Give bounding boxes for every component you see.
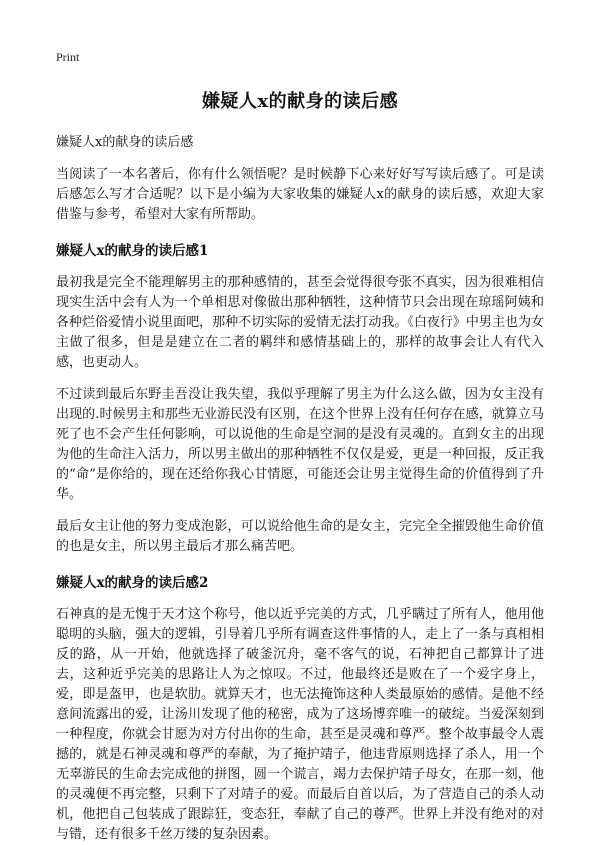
- section-2-paragraph-1: 石神真的是无愧于天才这个称号，他以近乎完美的方式，几乎瞒过了所有人，他用他聪明的头脑，强大的逻辑，引导着几乎所有调查这件事情的人，走上了一条与真相相反的路，从一开始，他就选择了破釜沉舟，毫不客气的说，石神把自己都算计了进去，这种近乎完美的思路让人为之惊叹。不过，他最终还是败在了一个爱字身上，爱，即是盔甲，也是软肋。就算天才，也无法掩饰这种人类最原始的感情。是他不经意间流露出的爱，让汤川发现了他的秘密，成为了这场博弈唯一的破绽。当爱深刻到一种程度，你就会甘愿为对方付出你的生命，甚至是灵魂和尊严。整个故事最令人震撼的，就是石神灵魂和尊严的奉献，为了掩护靖子，他违背原则选择了杀人，用一个无辜游民的生命去完成他的拼图，圆一个谎言，竭力去保护靖子母女，在那一刻，他的灵魂便不再完整，只剩下了对靖子的爱。而最后自首以后，为了营造自己的杀人动机，他把自己包装成了跟踪狂，变态狂，奉献了自己的尊严。世界上并没有绝对的对与错，还有很多千丝万缕的复杂因素。: [56, 607, 544, 842]
- article-title: 嫌疑人x的献身的读后感: [201, 91, 399, 112]
- section-heading-1: 嫌疑人x的献身的读后感1: [56, 243, 209, 259]
- section-heading-2: 嫌疑人x的献身的读后感2: [56, 575, 209, 591]
- section-1-paragraph-2: 不过读到最后东野圭吾没让我失望，我似乎理解了男主为什么这么做，因为女主没有出现的.时候男主和那些无业游民没有区别，在这个世界上没有任何存在感，就算立马死了也不会产生任何影响，可以说他的生命是空洞的是没有灵魂的。直到女主的出现为他的生命注入活力，所以男主做出的那种牺牲不仅仅是爱，更是一种回报，反正我的“命”是你给的，现在还给你我心甘情愿，可能还会让男主觉得生命的价值得到了升华。: [56, 387, 544, 502]
- section-1-paragraph-1: 最初我是完全不能理解男主的那种感情的，甚至会觉得很夸张不真实，因为很难相信现实生活中会有人为一个单相思对像做出那种牺牲，这种情节只会出现在琼瑶阿姨和各种烂俗爱情小说里面吧，那种不切实际的爱情无法打动我。《白夜行》中男主也为女主做了很多，但是是建立在二者的羁绊和感情基础上的，那样的故事会让人有代入感，也更动人。: [56, 275, 544, 370]
- article-subtitle: 嫌疑人x的献身的读后感: [56, 135, 194, 150]
- intro-paragraph: 当阅读了一本名著后，你有什么领悟呢？是时候静下心来好好写写读后感了。可是读后感怎么写才合适呢？以下是小编为大家收集的嫌疑人x的献身的读后感，欢迎大家借鉴与参考，希望对大家有所帮助。: [56, 167, 544, 222]
- print-link[interactable]: Print: [56, 50, 80, 64]
- section-1-paragraph-3: 最后女主让他的努力变成泡影，可以说给他生命的是女主，完完全全摧毁他生命价值的也是女主，所以男主最后才那么痛苦吧。: [56, 519, 544, 554]
